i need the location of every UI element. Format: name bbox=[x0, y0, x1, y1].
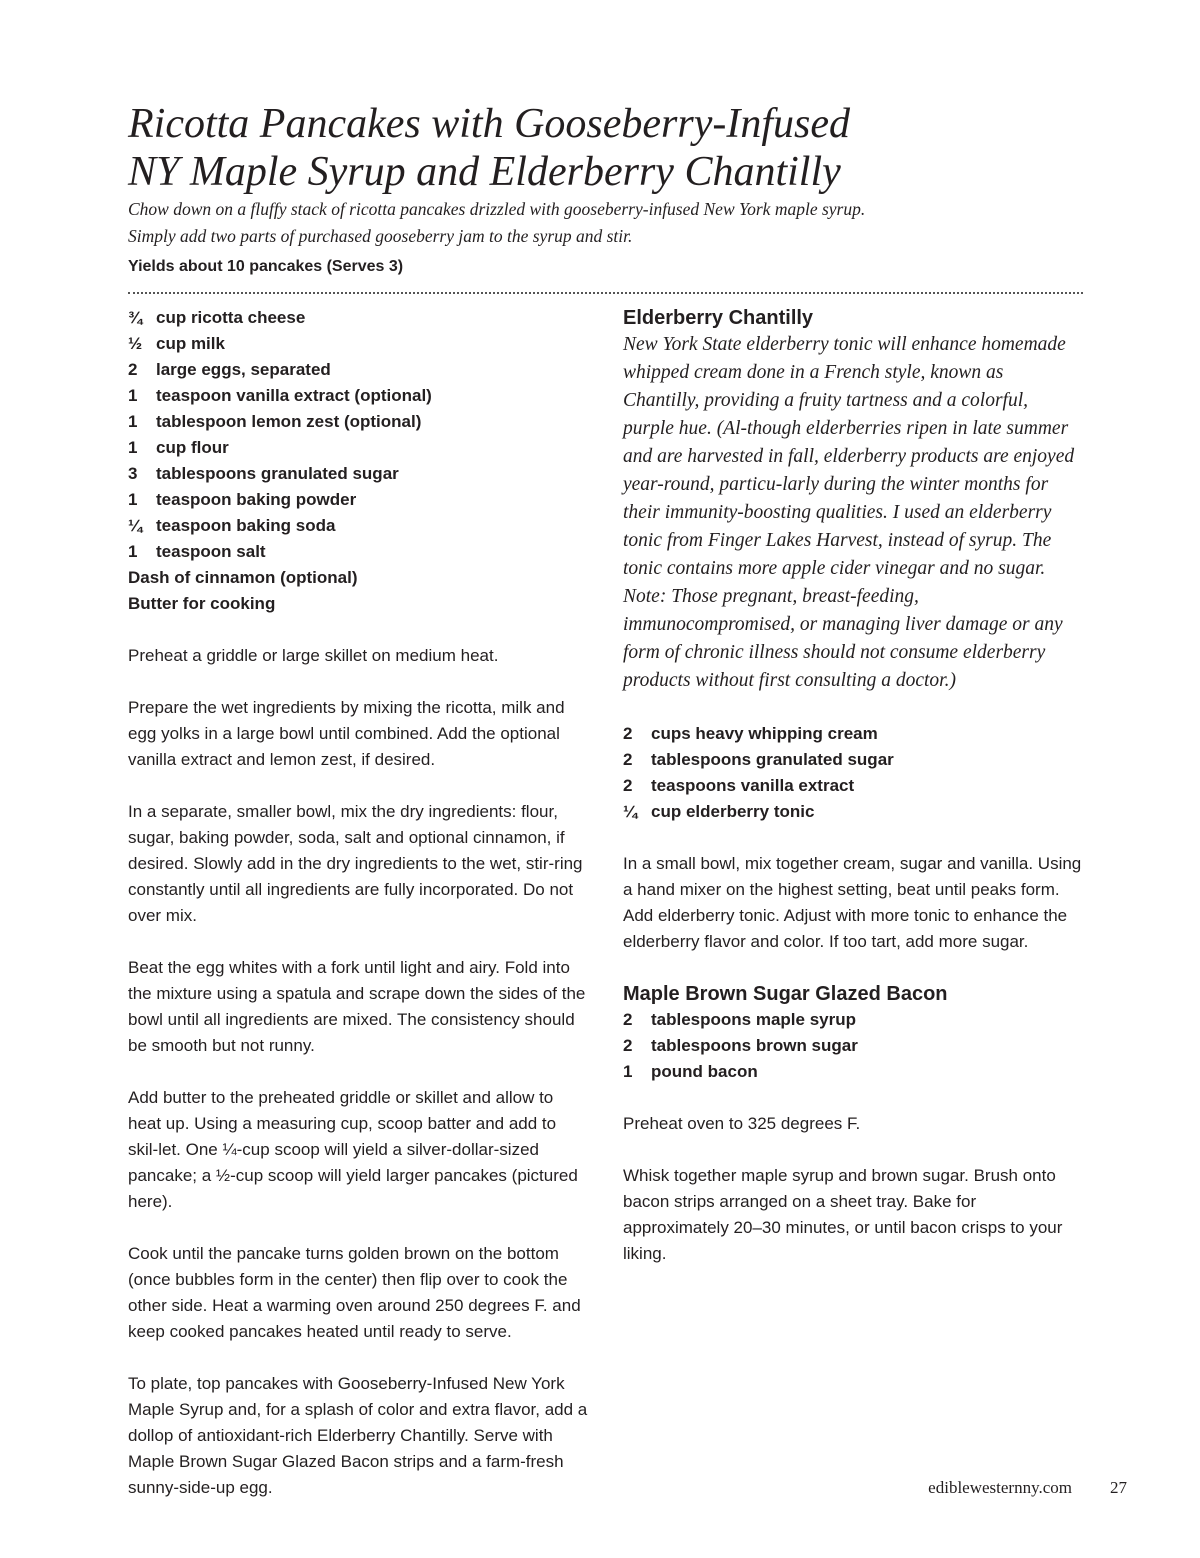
ingredient-name: teaspoon salt bbox=[156, 542, 266, 561]
pancake-step-3: In a separate, smaller bowl, mix the dry ingredients: flour, sugar, baking powder, soda, salt and optional cinnamon, if desired. Slowly add in the dry ingredients to the wet, stir-ring constantly until all ingredients are fully incorporated. Do not over mix. bbox=[128, 802, 583, 925]
ingredient-qty: ¾ bbox=[128, 308, 143, 327]
chantilly-description: New York State elderberry tonic will enhance homemade whipped cream done in a French style, known as Chantilly, providing a fruity tartness and a colorful, purple hue. (Al-though elderberries ripen in late summer and are harvested in fall, elderberry products are enjoyed year-round, particu-larly during the winter months for their immunity-boosting qualities. I used an elderberry tonic from Finger Lakes Harvest, instead of syrup. The tonic contains more apple cider vinegar and no sugar. Note: Those pregnant, breast-feeding, immunocompromised, or managing liver damage or any form of chronic illness should not consume elderberry products without first consulting a doctor.) bbox=[623, 334, 1075, 691]
ingredient-qty: 2 bbox=[623, 1036, 633, 1055]
pancake-column bbox=[128, 305, 588, 1501]
ingredient-qty: ½ bbox=[128, 334, 143, 353]
ingredient-qty: 1 bbox=[623, 1062, 633, 1081]
pancake-step-5: Add butter to the preheated griddle or skillet and allow to heat up. Using a measuring cup, scoop batter and add to skil-let. One ¼-cup scoop will yield a silver-dollar-sized pancake; a ½-cup scoop will yield larger pancakes (pictured here). bbox=[128, 1088, 578, 1211]
sides-column bbox=[623, 305, 1083, 1267]
ingredient-name: tablespoons brown sugar bbox=[651, 1036, 858, 1055]
ingredient-name: large eggs, separated bbox=[156, 360, 331, 379]
footer-website: ediblewesternny.com bbox=[928, 1478, 1072, 1497]
ingredient-qty: 1 bbox=[128, 542, 138, 561]
ingredient-name: tablespoons maple syrup bbox=[651, 1010, 856, 1029]
bacon-step-2: Whisk together maple syrup and brown sugar. Brush onto bacon strips arranged on a sheet tray. Bake for approximately 20–30 minutes, or until bacon crisps to your liking. bbox=[623, 1166, 1063, 1263]
ingredient-qty: 2 bbox=[128, 360, 138, 379]
ingredient-item bbox=[128, 357, 588, 383]
ingredient-name: cup elderberry tonic bbox=[651, 802, 815, 821]
ingredient-name: teaspoon vanilla extract (optional) bbox=[156, 386, 432, 405]
ingredient-name: tablespoons granulated sugar bbox=[156, 464, 399, 483]
ingredient-qty: 3 bbox=[128, 464, 138, 483]
ingredient-item bbox=[623, 721, 1083, 747]
ingredient-name: tablespoons granulated sugar bbox=[651, 750, 894, 769]
recipe-title-line-2: NY Maple Syrup and Elderberry Chantilly bbox=[128, 149, 841, 195]
recipe-yield: Yields about 10 pancakes (Serves 3) bbox=[128, 258, 404, 275]
ingredient-item bbox=[623, 1007, 1083, 1033]
ingredient-name: cup ricotta cheese bbox=[156, 308, 306, 327]
ingredient-extra-butter: Butter for cooking bbox=[128, 594, 276, 613]
ingredient-item bbox=[623, 773, 1083, 799]
ingredient-item bbox=[128, 435, 588, 461]
chantilly-method: In a small bowl, mix together cream, sugar and vanilla. Using a hand mixer on the highest setting, beat until peaks form. Add elderberry tonic. Adjust with more tonic to enhance the elderberry flavor and color. If too tart, add more sugar. bbox=[623, 854, 1082, 951]
pancake-step-6: Cook until the pancake turns golden brown on the bottom (once bubbles form in the center) then flip over to cook the other side. Heat a warming oven around 250 degrees F. and keep cooked pancakes heated until ready to serve. bbox=[128, 1244, 581, 1341]
ingredient-qty: 1 bbox=[128, 490, 138, 509]
ingredient-qty: 1 bbox=[128, 412, 138, 431]
ingredient-item bbox=[128, 383, 588, 409]
ingredient-item bbox=[623, 1059, 1083, 1085]
ingredient-extra-cinnamon: Dash of cinnamon (optional) bbox=[128, 568, 358, 587]
ingredient-qty: 1 bbox=[128, 386, 138, 405]
ingredient-item bbox=[128, 331, 588, 357]
pancake-step-2: Prepare the wet ingredients by mixing the ricotta, milk and egg yolks in a large bowl until combined. Add the optional vanilla extract and lemon zest, if desired. bbox=[128, 698, 565, 769]
recipe-intro bbox=[128, 196, 1088, 250]
dotted-divider bbox=[128, 292, 1083, 294]
ingredient-item bbox=[128, 487, 588, 513]
ingredient-item bbox=[623, 747, 1083, 773]
pancake-step-4: Beat the egg whites with a fork until light and airy. Fold into the mixture using a spatula and scrape down the sides of the bowl until all ingredients are mixed. The consistency should be smooth but not runny. bbox=[128, 958, 586, 1055]
ingredient-item bbox=[128, 461, 588, 487]
ingredient-name: teaspoon baking soda bbox=[156, 516, 336, 535]
ingredient-name: cups heavy whipping cream bbox=[651, 724, 878, 743]
ingredient-item bbox=[623, 799, 1083, 825]
ingredient-qty: 2 bbox=[623, 1010, 633, 1029]
ingredient-item bbox=[128, 409, 588, 435]
bacon-ingredient-list bbox=[623, 1007, 1083, 1085]
chantilly-ingredient-list bbox=[623, 721, 1083, 825]
ingredient-item bbox=[128, 539, 588, 565]
ingredient-name: pound bacon bbox=[651, 1062, 758, 1081]
ingredient-name: teaspoons vanilla extract bbox=[651, 776, 855, 795]
ingredient-qty: ¼ bbox=[128, 516, 143, 535]
ingredient-item bbox=[623, 1033, 1083, 1059]
ingredient-item bbox=[128, 513, 588, 539]
page-number: 27 bbox=[1110, 1478, 1127, 1497]
recipe-title bbox=[128, 100, 1088, 196]
ingredient-qty: 2 bbox=[623, 776, 633, 795]
recipe-intro-line-2: Simply add two parts of purchased gooseberry jam to the syrup and stir. bbox=[128, 226, 633, 246]
bacon-step-1: Preheat oven to 325 degrees F. bbox=[623, 1114, 861, 1133]
ingredient-qty: 2 bbox=[623, 724, 633, 743]
ingredient-name: cup milk bbox=[156, 334, 225, 353]
bacon-heading: Maple Brown Sugar Glazed Bacon bbox=[623, 983, 948, 1005]
ingredient-name: tablespoon lemon zest (optional) bbox=[156, 412, 422, 431]
recipe-title-line-1: Ricotta Pancakes with Gooseberry-Infused bbox=[128, 101, 850, 147]
chantilly-heading: Elderberry Chantilly bbox=[623, 307, 814, 329]
pancake-ingredient-list bbox=[128, 305, 588, 565]
ingredient-qty: 1 bbox=[128, 438, 138, 457]
pancake-step-7: To plate, top pancakes with Gooseberry-Infused New York Maple Syrup and, for a splash of color and extra flavor, add a dollop of antioxidant-rich Elderberry Chantilly. Serve with Maple Brown Sugar Glazed Bacon strips and a farm-fresh sunny-side-up egg. bbox=[128, 1374, 588, 1497]
recipe-intro-line-1: Chow down on a fluffy stack of ricotta pancakes drizzled with gooseberry-infused New York maple syrup. bbox=[128, 199, 866, 219]
ingredient-qty: ¼ bbox=[623, 802, 638, 821]
pancake-step-1: Preheat a griddle or large skillet on medium heat. bbox=[128, 646, 499, 665]
ingredient-item bbox=[128, 305, 588, 331]
ingredient-qty: 2 bbox=[623, 750, 633, 769]
ingredient-name: cup flour bbox=[156, 438, 229, 457]
ingredient-name: teaspoon baking powder bbox=[156, 490, 357, 509]
